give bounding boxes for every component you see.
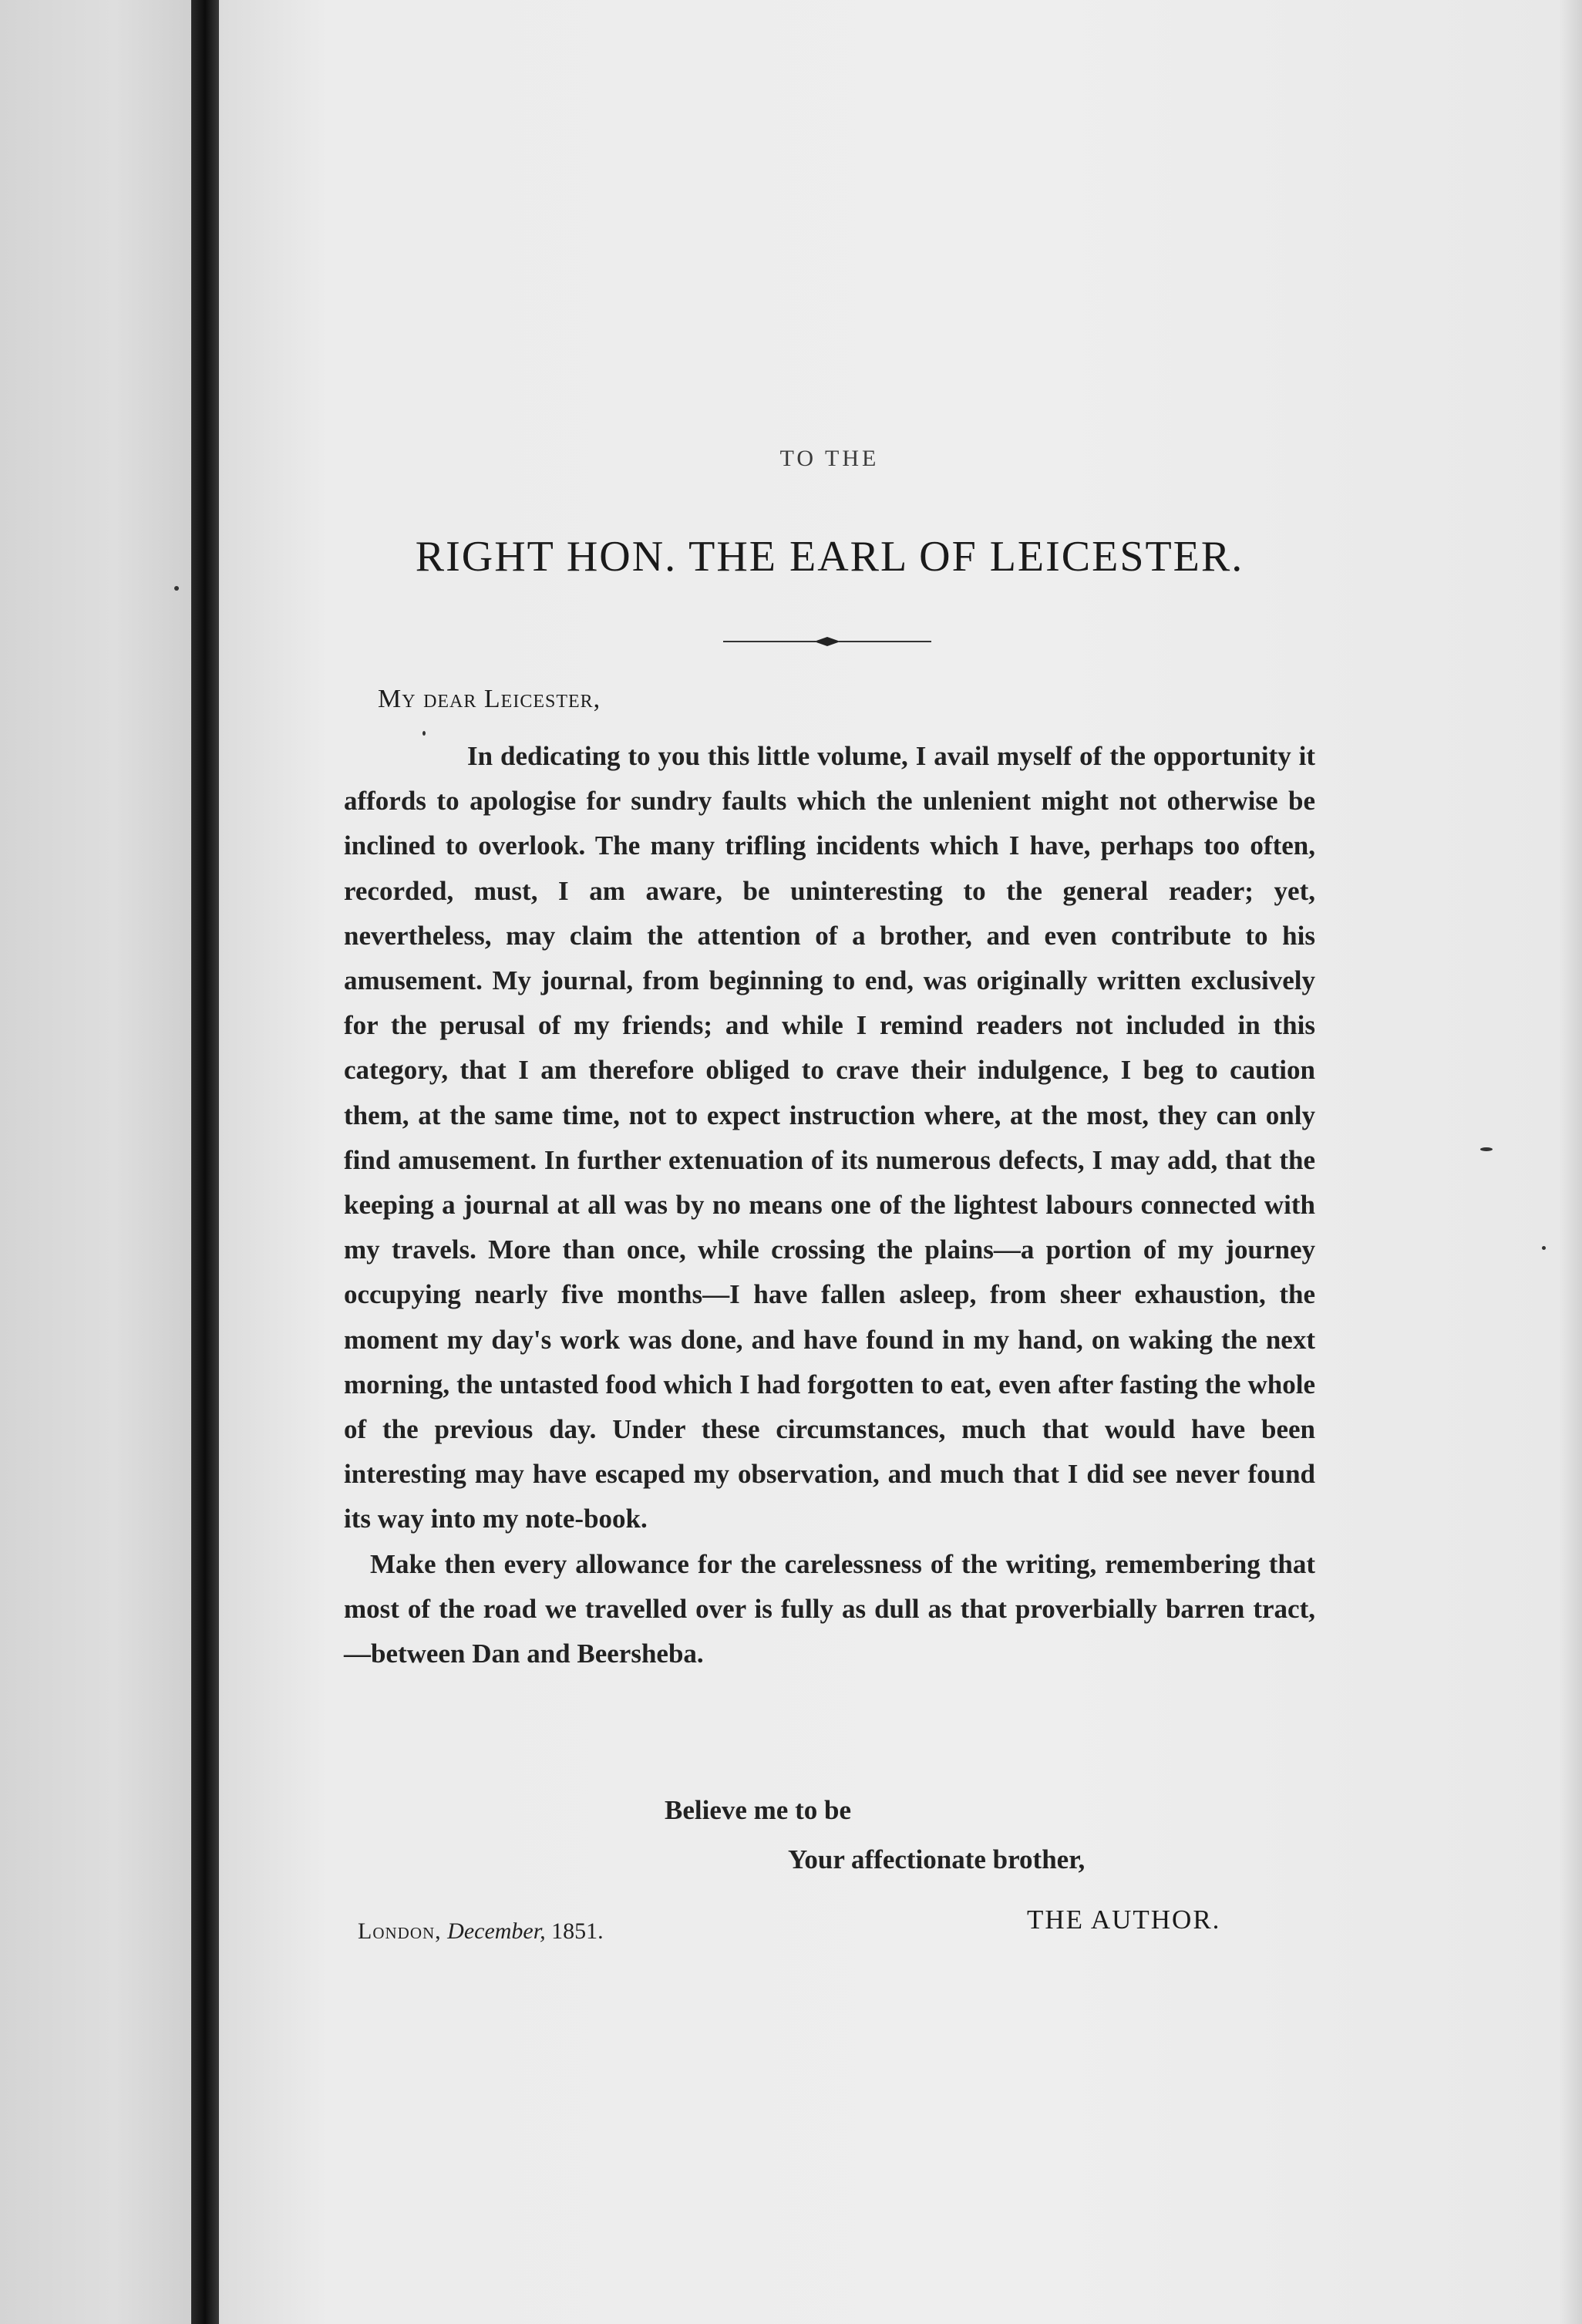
ornament-rule [723, 637, 931, 646]
signature: THE AUTHOR. [1027, 1905, 1221, 1935]
ink-speck [174, 586, 179, 591]
dateline [358, 1918, 604, 1945]
dateline-month: December, [447, 1918, 546, 1944]
ink-speck [1542, 1246, 1546, 1250]
closing-line: Believe me to be [665, 1795, 851, 1825]
letter-paragraph: Make then every allowance for the carelessness of the writing, remembering that most of the road we travelled over is fully as dull as that proverbially barren tract,—between Dan and Beersheba. [344, 1548, 1315, 1669]
dateline-year: 1851. [551, 1918, 604, 1944]
salutation: My dear Leicester, [378, 685, 601, 713]
facing-page-edge [0, 0, 191, 2324]
letter-paragraph: In dedicating to you this little volume, I avail myself of the opportunity it affords to apologise for sundry faults which the unlenient might not otherwise be inclined to overlook. The many trifling incidents which I have, perhaps too often, recorded, must, I am aware, be uninteresting to the general reader; yet, nevertheless, may claim the attention of a brother, and even contribute to his amusement. My journal, from beginning to end, was originally written exclusively for the perusal of my friends; and while I remind readers not included in this category, that I am therefore obliged to crave their indulgence, I beg to caution them, at the same time, not to expect instruction where, at the most, they can only find amusement. In further extenuation of its numerous defects, I may add, that the keeping a journal at all was by no means one of the lightest labours connected with my travels. More than once, while crossing the plains—a portion of my journey occupying nearly five months—I have fallen asleep, from sheer exhaustion, the moment my day's work was done, and have found in my hand, on waking the next morning, the untasted food which I had forgotten to eat, even after fasting the whole of the previous day. Under these circumstances, much that would have been interesting may have escaped my observation, and much that I did see never found its way into my note-book. [344, 741, 1315, 1534]
dedication-text-block [344, 0, 1315, 2324]
page-right-edge [1559, 0, 1582, 2324]
letter-body [344, 734, 1315, 1676]
dedication-preamble: TO THE [779, 446, 880, 471]
closing-line: Your affectionate brother, [788, 1844, 1086, 1874]
dateline-place: London, [358, 1918, 442, 1944]
dedication-recipient: RIGHT HON. THE EARL OF LEICESTER. [415, 533, 1244, 581]
ink-speck [1480, 1147, 1493, 1151]
book-gutter [191, 0, 219, 2324]
